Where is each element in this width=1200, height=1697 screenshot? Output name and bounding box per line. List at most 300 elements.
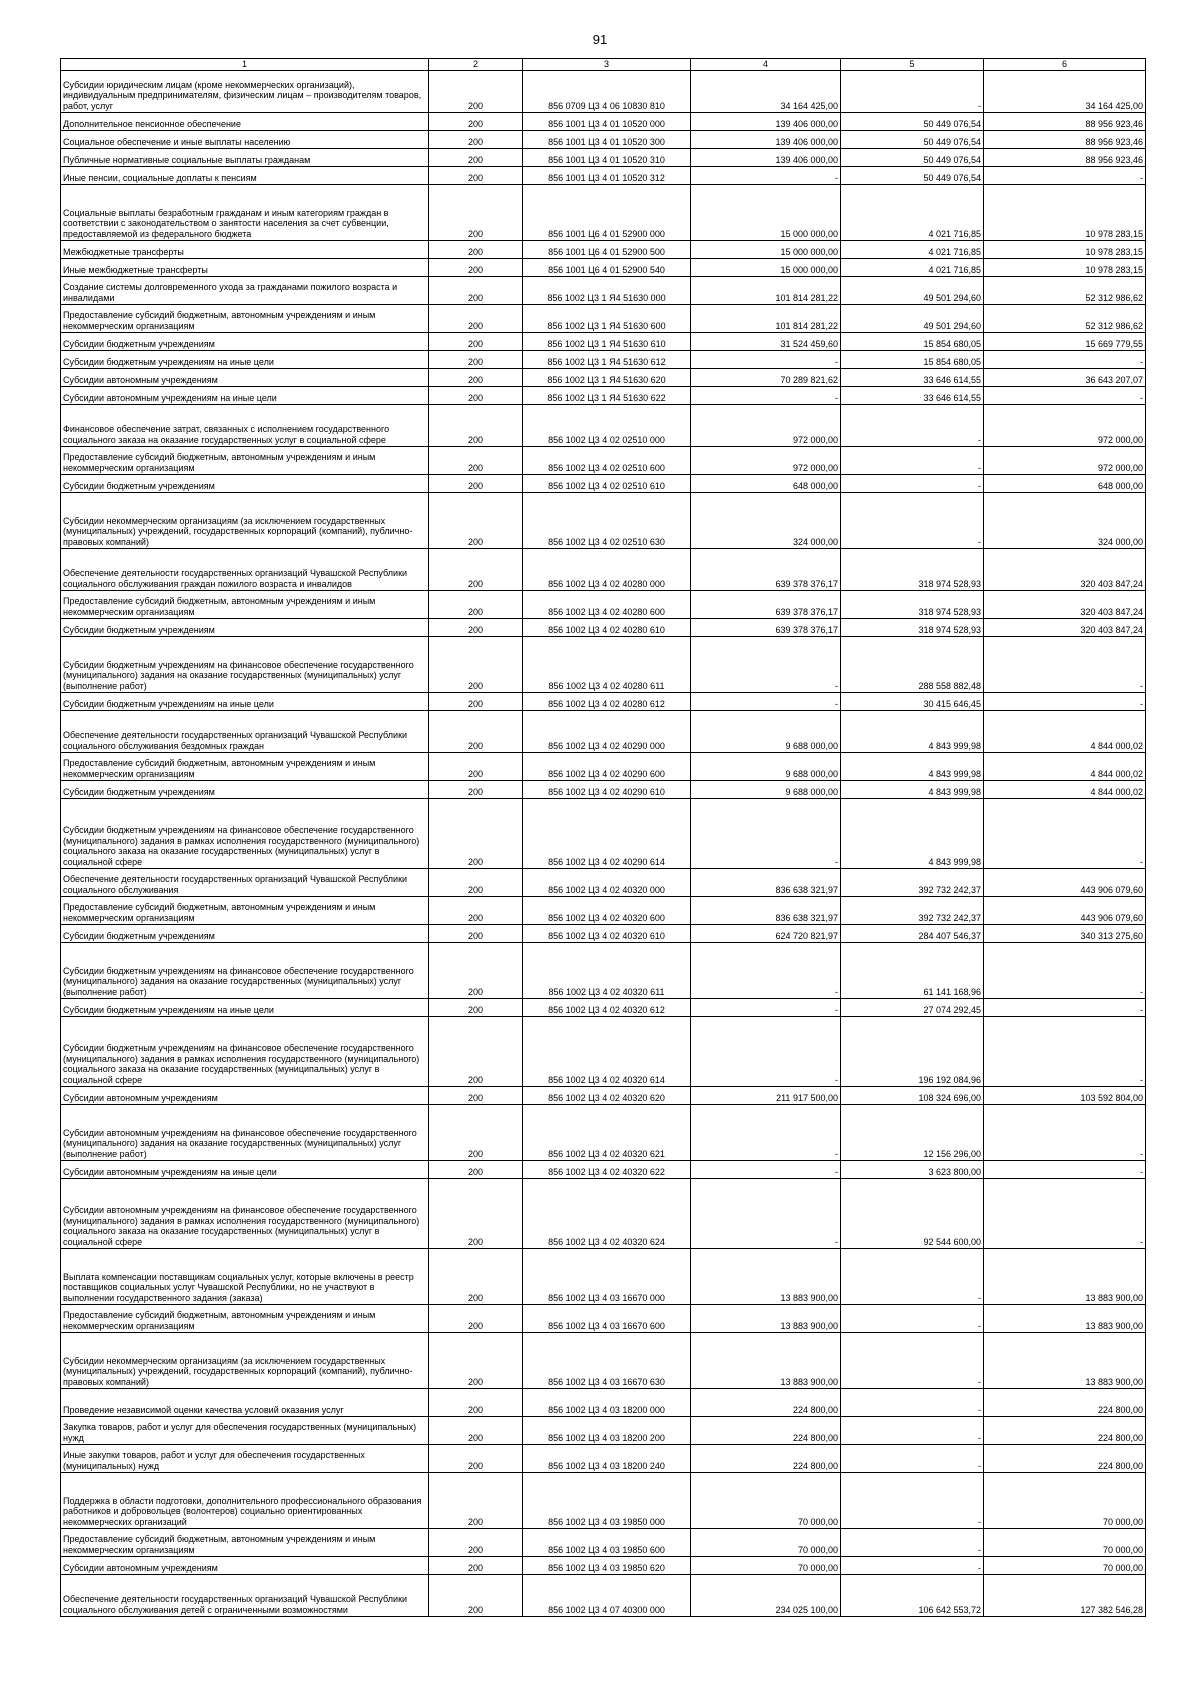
executed-amount-cell: - <box>841 405 984 447</box>
table-row <box>61 999 1146 1017</box>
budget-classification-code-cell: 856 1001 Ц6 4 01 52900 500 <box>523 241 691 259</box>
row-name-cell <box>61 799 429 869</box>
row-name-cell <box>61 493 429 549</box>
table-row <box>61 167 1146 185</box>
executed-amount-cell: 318 974 528,93 <box>841 549 984 591</box>
row-name-text: Предоставление субсидий бюджетным, автономным учреждениям и иным некоммерческим организациям <box>63 310 376 331</box>
executed-amount-cell: 92 544 600,00 <box>841 1179 984 1249</box>
approved-amount-cell: 70 000,00 <box>691 1529 841 1557</box>
unexecuted-amount-cell: 443 906 079,60 <box>984 869 1146 897</box>
admin-code-cell: 200 <box>429 711 523 753</box>
admin-code-cell: 200 <box>429 1333 523 1389</box>
row-name-text: Социальные выплаты безработным гражданам и иным категориям граждан в соответствии с законодательством о занятости населения за счет субвенции, предоставляемой из федерального бюджета <box>63 207 389 239</box>
executed-amount-cell: 3 623 800,00 <box>841 1161 984 1179</box>
row-name-cell <box>61 1087 429 1105</box>
admin-code-cell: 200 <box>429 925 523 943</box>
budget-classification-code-cell: 856 1001 Ц6 4 01 52900 540 <box>523 259 691 277</box>
unexecuted-amount-cell: - <box>984 1179 1146 1249</box>
approved-amount-cell: 70 289 821,62 <box>691 369 841 387</box>
table-row <box>61 1305 1146 1333</box>
table-row <box>61 241 1146 259</box>
approved-amount-cell: - <box>691 351 841 369</box>
column-number: 4 <box>691 59 841 71</box>
table-row <box>61 943 1146 999</box>
row-name-cell <box>61 1445 429 1473</box>
budget-classification-code-cell: 856 1002 Ц3 4 02 02510 600 <box>523 447 691 475</box>
row-name-text: Иные пенсии, социальные доплаты к пенсиям <box>63 172 257 183</box>
unexecuted-amount-cell: 224 800,00 <box>984 1445 1146 1473</box>
admin-code-cell: 200 <box>429 1305 523 1333</box>
unexecuted-amount-cell: 13 883 900,00 <box>984 1249 1146 1305</box>
row-name-text: Субсидии бюджетным учреждениям на иные цели <box>63 356 274 367</box>
admin-code-cell: 200 <box>429 943 523 999</box>
admin-code-cell: 200 <box>429 1557 523 1575</box>
table-row <box>61 185 1146 241</box>
budget-classification-code-cell: 856 1002 Ц3 4 02 40280 611 <box>523 637 691 693</box>
table-row <box>61 1087 1146 1105</box>
admin-code-cell: 200 <box>429 1179 523 1249</box>
admin-code-cell: 200 <box>429 693 523 711</box>
row-name-text: Обеспечение деятельности государственных организаций Чувашской Республики социального обслуживания детей с ограниченными возможностями <box>63 1594 408 1615</box>
page-number: 91 <box>592 32 608 47</box>
executed-amount-cell: 50 449 076,54 <box>841 113 984 131</box>
table-row <box>61 1529 1146 1557</box>
unexecuted-amount-cell: 103 592 804,00 <box>984 1087 1146 1105</box>
row-name-cell <box>61 405 429 447</box>
row-name-cell <box>61 1161 429 1179</box>
row-name-text: Субсидии бюджетным учреждениям <box>63 480 215 491</box>
executed-amount-cell: 15 854 680,05 <box>841 351 984 369</box>
table-row <box>61 493 1146 549</box>
executed-amount-cell: 49 501 294,60 <box>841 305 984 333</box>
approved-amount-cell: - <box>691 1179 841 1249</box>
unexecuted-amount-cell: 443 906 079,60 <box>984 897 1146 925</box>
admin-code-cell: 200 <box>429 1529 523 1557</box>
row-name-cell <box>61 711 429 753</box>
table-row <box>61 799 1146 869</box>
row-name-text: Предоставление субсидий бюджетным, автономным учреждениям и иным некоммерческим организациям <box>63 1310 376 1331</box>
budget-classification-code-cell: 856 1002 Ц3 4 02 40320 611 <box>523 943 691 999</box>
executed-amount-cell: - <box>841 1557 984 1575</box>
table-row <box>61 591 1146 619</box>
admin-code-cell: 200 <box>429 351 523 369</box>
approved-amount-cell: - <box>691 1161 841 1179</box>
approved-amount-cell: 13 883 900,00 <box>691 1333 841 1389</box>
admin-code-cell: 200 <box>429 1445 523 1473</box>
approved-amount-cell: - <box>691 943 841 999</box>
approved-amount-cell: 31 524 459,60 <box>691 333 841 351</box>
budget-classification-code-cell: 856 1002 Ц3 4 02 40290 600 <box>523 753 691 781</box>
approved-amount-cell: 139 406 000,00 <box>691 131 841 149</box>
row-name-cell <box>61 693 429 711</box>
row-name-text: Субсидии автономным учреждениям <box>63 374 218 385</box>
row-name-cell <box>61 925 429 943</box>
column-number: 5 <box>841 59 984 71</box>
budget-classification-code-cell: 856 1002 Ц3 1 Я4 51630 612 <box>523 351 691 369</box>
executed-amount-cell: - <box>841 475 984 493</box>
executed-amount-cell: - <box>841 1529 984 1557</box>
approved-amount-cell: - <box>691 999 841 1017</box>
column-number: 1 <box>61 59 429 71</box>
executed-amount-cell: 106 642 553,72 <box>841 1575 984 1617</box>
admin-code-cell: 200 <box>429 781 523 799</box>
admin-code-cell: 200 <box>429 1389 523 1417</box>
row-name-text: Субсидии бюджетным учреждениям на финансовое обеспечение государственного (муниципального) задания на оказание государственных (муниципальных) услуг (выполнение работ) <box>63 659 414 691</box>
unexecuted-amount-cell: - <box>984 799 1146 869</box>
column-number: 3 <box>523 59 691 71</box>
admin-code-cell: 200 <box>429 405 523 447</box>
table-row <box>61 475 1146 493</box>
approved-amount-cell: 70 000,00 <box>691 1473 841 1529</box>
row-name-cell <box>61 447 429 475</box>
approved-amount-cell: 15 000 000,00 <box>691 259 841 277</box>
column-number: 6 <box>984 59 1146 71</box>
budget-classification-code-cell: 856 1001 Ц3 4 01 10520 312 <box>523 167 691 185</box>
table-row <box>61 637 1146 693</box>
row-name-text: Предоставление субсидий бюджетным, автономным учреждениям и иным некоммерческим организациям <box>63 452 376 473</box>
admin-code-cell: 200 <box>429 753 523 781</box>
unexecuted-amount-cell: 4 844 000,02 <box>984 711 1146 753</box>
approved-amount-cell: 34 164 425,00 <box>691 71 841 113</box>
approved-amount-cell: 624 720 821,97 <box>691 925 841 943</box>
unexecuted-amount-cell: 320 403 847,24 <box>984 619 1146 637</box>
budget-classification-code-cell: 856 1002 Ц3 4 03 18200 240 <box>523 1445 691 1473</box>
executed-amount-cell: 4 021 716,85 <box>841 259 984 277</box>
budget-classification-code-cell: 856 1002 Ц3 1 Я4 51630 000 <box>523 277 691 305</box>
table-row <box>61 369 1146 387</box>
executed-amount-cell: - <box>841 493 984 549</box>
admin-code-cell: 200 <box>429 1473 523 1529</box>
row-name-text: Обеспечение деятельности государственных организаций Чувашской Республики социального обслуживания <box>63 874 408 895</box>
admin-code-cell: 200 <box>429 1161 523 1179</box>
row-name-cell <box>61 333 429 351</box>
table-row <box>61 1249 1146 1305</box>
executed-amount-cell: 50 449 076,54 <box>841 167 984 185</box>
approved-amount-cell: - <box>691 1105 841 1161</box>
executed-amount-cell: - <box>841 1417 984 1445</box>
budget-classification-code-cell: 856 1002 Ц3 4 02 40280 612 <box>523 693 691 711</box>
unexecuted-amount-cell: 127 382 546,28 <box>984 1575 1146 1617</box>
row-name-cell <box>61 305 429 333</box>
unexecuted-amount-cell: 224 800,00 <box>984 1389 1146 1417</box>
row-name-cell <box>61 1417 429 1445</box>
row-name-text: Субсидии бюджетным учреждениям <box>63 786 215 797</box>
row-name-text: Субсидии некоммерческим организациям (за исключением государственных (муниципальных) учреждений, государственных корпораций (компаний), публично-правовых компаний) <box>63 515 413 547</box>
budget-classification-code-cell: 856 1002 Ц3 4 03 16670 600 <box>523 1305 691 1333</box>
unexecuted-amount-cell: - <box>984 167 1146 185</box>
row-name-cell <box>61 637 429 693</box>
unexecuted-amount-cell: 10 978 283,15 <box>984 185 1146 241</box>
admin-code-cell: 200 <box>429 259 523 277</box>
row-name-text: Иные закупки товаров, работ и услуг для обеспечения государственных (муниципальных) нужд <box>63 1450 365 1471</box>
unexecuted-amount-cell: 70 000,00 <box>984 1473 1146 1529</box>
row-name-cell <box>61 167 429 185</box>
admin-code-cell: 200 <box>429 869 523 897</box>
budget-classification-code-cell: 856 1002 Ц3 4 02 40290 610 <box>523 781 691 799</box>
admin-code-cell: 200 <box>429 1417 523 1445</box>
executed-amount-cell: 61 141 168,96 <box>841 943 984 999</box>
admin-code-cell: 200 <box>429 999 523 1017</box>
budget-classification-code-cell: 856 1002 Ц3 4 02 40320 621 <box>523 1105 691 1161</box>
admin-code-cell: 200 <box>429 591 523 619</box>
table-row <box>61 1017 1146 1087</box>
admin-code-cell: 200 <box>429 1249 523 1305</box>
table-row <box>61 333 1146 351</box>
row-name-cell <box>61 351 429 369</box>
unexecuted-amount-cell: 13 883 900,00 <box>984 1305 1146 1333</box>
budget-classification-code-cell: 856 1002 Ц3 4 03 18200 200 <box>523 1417 691 1445</box>
unexecuted-amount-cell: - <box>984 943 1146 999</box>
row-name-cell <box>61 185 429 241</box>
column-number-row <box>61 59 1146 71</box>
unexecuted-amount-cell: 70 000,00 <box>984 1529 1146 1557</box>
executed-amount-cell: 196 192 084,96 <box>841 1017 984 1087</box>
row-name-cell <box>61 241 429 259</box>
table-row <box>61 1105 1146 1161</box>
unexecuted-amount-cell: 88 956 923,46 <box>984 149 1146 167</box>
row-name-text: Межбюджетные трансферты <box>63 246 184 257</box>
unexecuted-amount-cell: 10 978 283,15 <box>984 259 1146 277</box>
unexecuted-amount-cell: - <box>984 387 1146 405</box>
executed-amount-cell: 4 843 999,98 <box>841 711 984 753</box>
row-name-cell <box>61 619 429 637</box>
table-row <box>61 113 1146 131</box>
executed-amount-cell: 33 646 614,55 <box>841 369 984 387</box>
approved-amount-cell: 15 000 000,00 <box>691 241 841 259</box>
approved-amount-cell: 224 800,00 <box>691 1417 841 1445</box>
approved-amount-cell: 224 800,00 <box>691 1445 841 1473</box>
executed-amount-cell: - <box>841 1333 984 1389</box>
row-name-text: Субсидии бюджетным учреждениям <box>63 930 215 941</box>
admin-code-cell: 200 <box>429 799 523 869</box>
row-name-text: Субсидии юридическим лицам (кроме некоммерческих организаций), индивидуальным предпринимателям, физическим лицам – производителям товаров, работ, услуг <box>63 79 422 111</box>
approved-amount-cell: - <box>691 637 841 693</box>
row-name-cell <box>61 1529 429 1557</box>
unexecuted-amount-cell: - <box>984 693 1146 711</box>
unexecuted-amount-cell: 36 643 207,07 <box>984 369 1146 387</box>
executed-amount-cell: 318 974 528,93 <box>841 619 984 637</box>
column-number: 2 <box>429 59 523 71</box>
budget-classification-code-cell: 856 1002 Ц3 4 02 40280 610 <box>523 619 691 637</box>
approved-amount-cell: - <box>691 167 841 185</box>
row-name-text: Субсидии некоммерческим организациям (за исключением государственных (муниципальных) учреждений, государственных корпораций (компаний), публично-правовых компаний) <box>63 1355 413 1387</box>
budget-classification-code-cell: 856 1002 Ц3 4 03 16670 000 <box>523 1249 691 1305</box>
table-row <box>61 405 1146 447</box>
budget-report-table <box>60 58 1146 1617</box>
approved-amount-cell: 836 638 321,97 <box>691 869 841 897</box>
row-name-text: Субсидии бюджетным учреждениям на иные цели <box>63 698 274 709</box>
row-name-cell <box>61 943 429 999</box>
budget-classification-code-cell: 856 1001 Ц3 4 01 10520 000 <box>523 113 691 131</box>
row-name-cell <box>61 277 429 305</box>
table-row <box>61 305 1146 333</box>
executed-amount-cell: 4 843 999,98 <box>841 781 984 799</box>
budget-classification-code-cell: 856 1002 Ц3 4 02 40280 000 <box>523 549 691 591</box>
executed-amount-cell: 50 449 076,54 <box>841 149 984 167</box>
row-name-cell <box>61 1557 429 1575</box>
unexecuted-amount-cell: - <box>984 351 1146 369</box>
executed-amount-cell: 4 843 999,98 <box>841 799 984 869</box>
table-row <box>61 277 1146 305</box>
row-name-text: Обеспечение деятельности государственных организаций Чувашской Республики социального обслуживания граждан пожилого возраста и инвалидов <box>63 568 408 589</box>
row-name-text: Закупка товаров, работ и услуг для обеспечения государственных (муниципальных) нужд <box>63 1422 417 1443</box>
executed-amount-cell: 30 415 646,45 <box>841 693 984 711</box>
unexecuted-amount-cell: 52 312 986,62 <box>984 305 1146 333</box>
executed-amount-cell: 288 558 882,48 <box>841 637 984 693</box>
row-name-text: Субсидии бюджетным учреждениям на финансовое обеспечение государственного (муниципального) задания в рамках исполнения государственного (муниципального) социального заказа на оказание государственных (муниципальных) услуг в социальной сфере <box>63 825 420 867</box>
approved-amount-cell: 224 800,00 <box>691 1389 841 1417</box>
unexecuted-amount-cell: 15 669 779,55 <box>984 333 1146 351</box>
approved-amount-cell: 639 378 376,17 <box>691 619 841 637</box>
table-row <box>61 149 1146 167</box>
table-row <box>61 753 1146 781</box>
approved-amount-cell: - <box>691 799 841 869</box>
admin-code-cell: 200 <box>429 167 523 185</box>
unexecuted-amount-cell: 648 000,00 <box>984 475 1146 493</box>
approved-amount-cell: 234 025 100,00 <box>691 1575 841 1617</box>
row-name-text: Субсидии автономным учреждениям на иные цели <box>63 1166 277 1177</box>
executed-amount-cell: 15 854 680,05 <box>841 333 984 351</box>
budget-classification-code-cell: 856 1001 Ц6 4 01 52900 000 <box>523 185 691 241</box>
admin-code-cell: 200 <box>429 549 523 591</box>
row-name-text: Субсидии бюджетным учреждениям на иные цели <box>63 1004 274 1015</box>
admin-code-cell: 200 <box>429 447 523 475</box>
row-name-text: Предоставление субсидий бюджетным, автономным учреждениям и иным некоммерческим организациям <box>63 1534 376 1555</box>
budget-classification-code-cell: 856 1002 Ц3 1 Я4 51630 622 <box>523 387 691 405</box>
executed-amount-cell: 4 021 716,85 <box>841 185 984 241</box>
admin-code-cell: 200 <box>429 1017 523 1087</box>
row-name-cell <box>61 71 429 113</box>
executed-amount-cell: 49 501 294,60 <box>841 277 984 305</box>
budget-classification-code-cell: 856 1002 Ц3 4 02 40320 610 <box>523 925 691 943</box>
approved-amount-cell: 101 814 281,22 <box>691 277 841 305</box>
budget-classification-code-cell: 856 0709 Ц3 4 06 10830 810 <box>523 71 691 113</box>
budget-classification-code-cell: 856 1002 Ц3 4 02 02510 000 <box>523 405 691 447</box>
admin-code-cell: 200 <box>429 333 523 351</box>
approved-amount-cell: 9 688 000,00 <box>691 711 841 753</box>
approved-amount-cell: 639 378 376,17 <box>691 549 841 591</box>
budget-classification-code-cell: 856 1002 Ц3 1 Я4 51630 620 <box>523 369 691 387</box>
row-name-text: Субсидии бюджетным учреждениям на финансовое обеспечение государственного (муниципального) задания на оказание государственных (муниципальных) услуг (выполнение работ) <box>63 965 414 997</box>
table-row <box>61 1179 1146 1249</box>
budget-classification-code-cell: 856 1002 Ц3 4 02 40320 620 <box>523 1087 691 1105</box>
row-name-text: Субсидии бюджетным учреждениям <box>63 624 215 635</box>
table-row <box>61 711 1146 753</box>
row-name-cell <box>61 113 429 131</box>
budget-classification-code-cell: 856 1002 Ц3 4 02 40320 614 <box>523 1017 691 1087</box>
unexecuted-amount-cell: 4 844 000,02 <box>984 753 1146 781</box>
budget-classification-code-cell: 856 1002 Ц3 4 03 19850 600 <box>523 1529 691 1557</box>
row-name-cell <box>61 999 429 1017</box>
table-row <box>61 1575 1146 1617</box>
row-name-text: Проведение независимой оценки качества условий оказания услуг <box>63 1404 344 1415</box>
admin-code-cell: 200 <box>429 369 523 387</box>
table-row <box>61 869 1146 897</box>
budget-classification-code-cell: 856 1002 Ц3 4 02 40320 000 <box>523 869 691 897</box>
table-row <box>61 549 1146 591</box>
executed-amount-cell: 50 449 076,54 <box>841 131 984 149</box>
table-row <box>61 1473 1146 1529</box>
approved-amount-cell: 211 917 500,00 <box>691 1087 841 1105</box>
approved-amount-cell: - <box>691 1017 841 1087</box>
executed-amount-cell: - <box>841 1305 984 1333</box>
unexecuted-amount-cell: - <box>984 637 1146 693</box>
admin-code-cell: 200 <box>429 113 523 131</box>
row-name-text: Субсидии автономным учреждениям на финансовое обеспечение государственного (муниципального) задания в рамках исполнения государственного (муниципального) социального заказа на оказание государственных (муниципальных) услуг в социальной сфере <box>63 1205 420 1247</box>
budget-classification-code-cell: 856 1002 Ц3 4 07 40300 000 <box>523 1575 691 1617</box>
unexecuted-amount-cell: - <box>984 999 1146 1017</box>
row-name-text: Публичные нормативные социальные выплаты гражданам <box>63 154 311 165</box>
budget-classification-code-cell: 856 1002 Ц3 4 03 18200 000 <box>523 1389 691 1417</box>
executed-amount-cell: 12 156 296,00 <box>841 1105 984 1161</box>
admin-code-cell: 200 <box>429 185 523 241</box>
approved-amount-cell: 648 000,00 <box>691 475 841 493</box>
row-name-cell <box>61 869 429 897</box>
unexecuted-amount-cell: 972 000,00 <box>984 405 1146 447</box>
admin-code-cell: 200 <box>429 1087 523 1105</box>
unexecuted-amount-cell: 70 000,00 <box>984 1557 1146 1575</box>
approved-amount-cell: 13 883 900,00 <box>691 1305 841 1333</box>
approved-amount-cell: 139 406 000,00 <box>691 149 841 167</box>
table-row <box>61 71 1146 113</box>
admin-code-cell: 200 <box>429 131 523 149</box>
table-row <box>61 781 1146 799</box>
table-row <box>61 131 1146 149</box>
approved-amount-cell: 972 000,00 <box>691 447 841 475</box>
unexecuted-amount-cell: 320 403 847,24 <box>984 549 1146 591</box>
row-name-cell <box>61 753 429 781</box>
budget-classification-code-cell: 856 1002 Ц3 4 03 19850 000 <box>523 1473 691 1529</box>
budget-classification-code-cell: 856 1002 Ц3 4 02 40320 622 <box>523 1161 691 1179</box>
executed-amount-cell: 392 732 242,37 <box>841 869 984 897</box>
admin-code-cell: 200 <box>429 1575 523 1617</box>
row-name-cell <box>61 1575 429 1617</box>
row-name-text: Социальное обеспечение и иные выплаты населению <box>63 136 291 147</box>
admin-code-cell: 200 <box>429 277 523 305</box>
table-row <box>61 387 1146 405</box>
row-name-cell <box>61 149 429 167</box>
budget-classification-code-cell: 856 1002 Ц3 4 02 40280 600 <box>523 591 691 619</box>
unexecuted-amount-cell: 10 978 283,15 <box>984 241 1146 259</box>
budget-classification-code-cell: 856 1002 Ц3 4 02 40290 000 <box>523 711 691 753</box>
row-name-cell <box>61 1249 429 1305</box>
unexecuted-amount-cell: 88 956 923,46 <box>984 131 1146 149</box>
budget-classification-code-cell: 856 1002 Ц3 4 03 19850 620 <box>523 1557 691 1575</box>
executed-amount-cell: - <box>841 447 984 475</box>
table-row <box>61 447 1146 475</box>
budget-classification-code-cell: 856 1002 Ц3 4 02 02510 630 <box>523 493 691 549</box>
unexecuted-amount-cell: 340 313 275,60 <box>984 925 1146 943</box>
table-row <box>61 1417 1146 1445</box>
row-name-cell <box>61 897 429 925</box>
row-name-cell <box>61 1389 429 1417</box>
budget-classification-code-cell: 856 1002 Ц3 4 02 40320 600 <box>523 897 691 925</box>
admin-code-cell: 200 <box>429 149 523 167</box>
unexecuted-amount-cell: - <box>984 1161 1146 1179</box>
executed-amount-cell: - <box>841 71 984 113</box>
admin-code-cell: 200 <box>429 619 523 637</box>
approved-amount-cell: 639 378 376,17 <box>691 591 841 619</box>
approved-amount-cell: 972 000,00 <box>691 405 841 447</box>
admin-code-cell: 200 <box>429 71 523 113</box>
row-name-cell <box>61 387 429 405</box>
row-name-cell <box>61 259 429 277</box>
budget-classification-code-cell: 856 1002 Ц3 4 02 02510 610 <box>523 475 691 493</box>
admin-code-cell: 200 <box>429 387 523 405</box>
table-row <box>61 619 1146 637</box>
approved-amount-cell: - <box>691 693 841 711</box>
row-name-text: Финансовое обеспечение затрат, связанных с исполнением государственного социального заказа на оказание государственных услуг в социальной сфере <box>63 424 390 445</box>
